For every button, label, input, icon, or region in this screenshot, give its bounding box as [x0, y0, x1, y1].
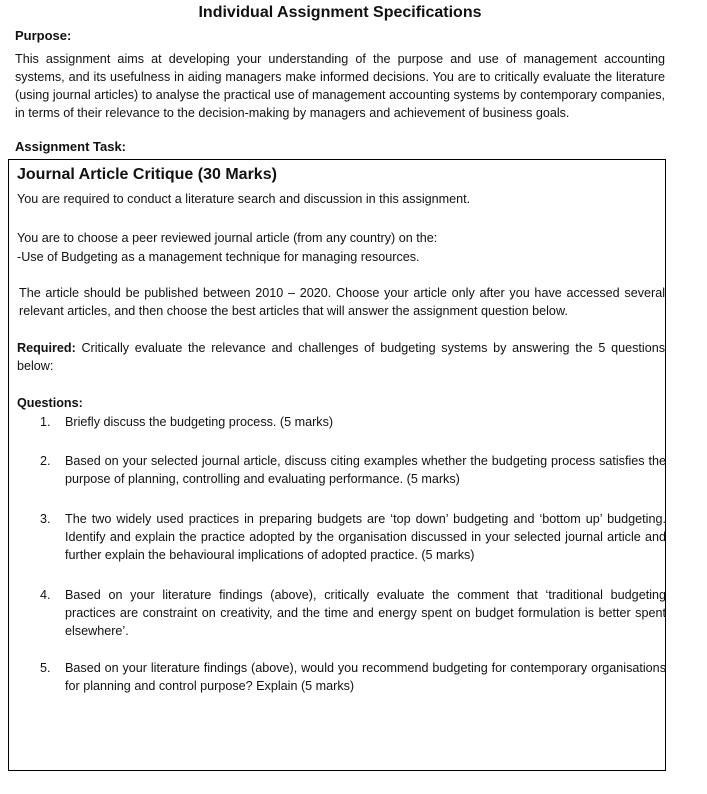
required-text: Critically evaluate the relevance and challenges of budgeting systems by answering the 5 questions below: [17, 341, 665, 373]
question-item [40, 452, 666, 488]
task-box [8, 159, 666, 771]
question-number: 3. [40, 512, 51, 526]
task-heading: Journal Article Critique (30 Marks) [17, 166, 277, 183]
choose-article-text: You are to choose a peer reviewed journal article (from any country) on the: [17, 231, 438, 245]
document-title: Individual Assignment Specifications [198, 4, 482, 21]
question-text: Briefly discuss the budgeting process. (5 marks) [65, 415, 334, 429]
question-text: Based on your literature findings (above), critically evaluate the comment that ‘traditional budgeting practices are constraint on creativity, and the time and energy spent on budget formulation is better spent elsewhere’. [65, 588, 666, 638]
required-label: Required: [17, 341, 76, 355]
assignment-task-label: Assignment Task: [15, 139, 127, 154]
question-number: 1. [40, 415, 51, 429]
intro-text: You are required to conduct a literature search and discussion in this assignment. [17, 192, 471, 206]
question-number: 5. [40, 661, 51, 675]
question-item [40, 413, 666, 431]
question-item [40, 510, 666, 564]
question-text: Based on your selected journal article, discuss citing examples whether the budgeting process satisfies the purpose of planning, controlling and evaluating performance. (5 marks) [65, 454, 666, 486]
question-text: The two widely used practices in preparing budgets are ‘top down’ budgeting and ‘bottom up’ budgeting. Identify and explain the practice adopted by the organisation discussed in your selected journal article and further explain the behavioural implications of adopted practice. (5 marks) [65, 512, 666, 562]
publish-period-text: The article should be published between 2010 – 2020. Choose your article only after you have accessed several relevant articles, and then choose the best articles that will answer the assignment question below. [19, 286, 665, 318]
question-number: 2. [40, 454, 51, 468]
question-text: Based on your literature findings (above), would you recommend budgeting for contemporary organisations for planning and control purpose? Explain (5 marks) [65, 661, 666, 693]
question-item [40, 586, 666, 640]
topic-text: -Use of Budgeting as a management technique for managing resources. [17, 250, 420, 264]
questions-label: Questions: [17, 396, 83, 410]
question-number: 4. [40, 588, 51, 602]
purpose-paragraph: This assignment aims at developing your understanding of the purpose and use of management accounting systems, and its usefulness in aiding managers make informed decisions. You are to critically evaluate the literature (using journal articles) to analyse the practical use of management accounting systems by contemporary companies, in terms of their relevance to the decision-making by managers and achievement of business goals. [15, 52, 665, 120]
purpose-label: Purpose: [15, 28, 72, 43]
question-item [40, 659, 666, 695]
required-paragraph [17, 339, 665, 375]
